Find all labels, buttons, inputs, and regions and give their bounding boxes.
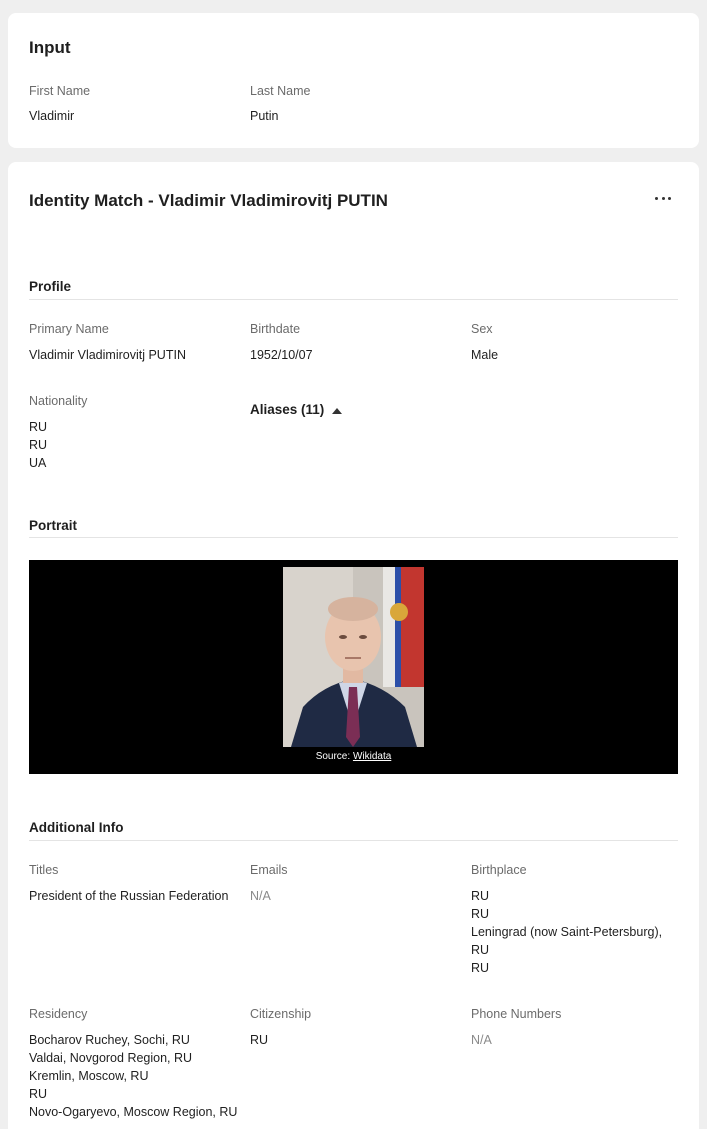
aliases-toggle[interactable] bbox=[250, 402, 342, 417]
birthplace-label: Birthplace bbox=[471, 863, 527, 877]
birthplace-item: RU bbox=[471, 889, 490, 903]
profile-divider bbox=[29, 299, 678, 300]
identity-match-card bbox=[8, 162, 699, 1129]
input-title: Input bbox=[29, 38, 71, 57]
first-name-label: First Name bbox=[29, 84, 91, 98]
residency-item: Bocharov Ruchey, Sochi, RU bbox=[29, 1033, 190, 1047]
last-name-label: Last Name bbox=[250, 84, 311, 98]
birthdate-value: 1952/10/07 bbox=[250, 348, 313, 362]
caret-up-icon bbox=[332, 408, 342, 414]
more-options-button[interactable] bbox=[651, 190, 675, 206]
birthplace-values bbox=[471, 887, 662, 977]
residency-item: RU bbox=[29, 1087, 48, 1101]
portrait-section-title: Portrait bbox=[29, 518, 78, 533]
identity-match-title: Identity Match - Vladimir Vladimirovitj PUTIN bbox=[29, 191, 388, 210]
residency-label: Residency bbox=[29, 1007, 88, 1021]
birthplace-item: RU bbox=[471, 907, 490, 921]
caption-prefix: Source: bbox=[315, 751, 353, 762]
last-name-value: Putin bbox=[250, 109, 279, 123]
additional-info-divider bbox=[29, 840, 678, 841]
profile-section-title: Profile bbox=[29, 279, 72, 294]
nationality-label: Nationality bbox=[29, 394, 88, 408]
emails-value: N/A bbox=[250, 889, 271, 903]
sex-label: Sex bbox=[471, 322, 493, 336]
residency-item: Novo-Ogaryevo, Moscow Region, RU bbox=[29, 1105, 238, 1119]
nationality-item: RU bbox=[29, 438, 48, 452]
titles-label: Titles bbox=[29, 863, 59, 877]
birthdate-label: Birthdate bbox=[250, 322, 301, 336]
portrait-frame bbox=[29, 560, 678, 774]
primary-name-label: Primary Name bbox=[29, 322, 109, 336]
birthplace-item: RU bbox=[471, 943, 490, 957]
phone-numbers-value: N/A bbox=[471, 1033, 492, 1047]
citizenship-label: Citizenship bbox=[250, 1007, 312, 1021]
aliases-label: Aliases (11) bbox=[250, 402, 325, 417]
titles-value: President of the Russian Federation bbox=[29, 889, 229, 903]
residency-item: Valdai, Novgorod Region, RU bbox=[29, 1051, 193, 1065]
birthplace-item: Leningrad (now Saint-Petersburg), bbox=[471, 925, 663, 939]
residency-item: Kremlin, Moscow, RU bbox=[29, 1069, 149, 1083]
portrait-image bbox=[283, 567, 424, 747]
more-horizontal-icon-dot bbox=[662, 197, 665, 200]
emails-label: Emails bbox=[250, 863, 288, 877]
birthplace-item: RU bbox=[471, 961, 490, 975]
more-horizontal-icon-dot bbox=[668, 197, 671, 200]
residency-values bbox=[29, 1031, 237, 1121]
more-horizontal-icon bbox=[655, 197, 658, 200]
phone-numbers-label: Phone Numbers bbox=[471, 1007, 562, 1021]
nationality-values bbox=[29, 418, 47, 472]
nationality-item: RU bbox=[29, 420, 48, 434]
portrait-divider bbox=[29, 537, 678, 538]
first-name-value: Vladimir bbox=[29, 109, 75, 123]
wikidata-link[interactable]: Wikidata bbox=[352, 751, 392, 762]
portrait-caption bbox=[29, 751, 678, 762]
primary-name-value: Vladimir Vladimirovitj PUTIN bbox=[29, 348, 186, 362]
additional-info-section-title: Additional Info bbox=[29, 820, 124, 835]
citizenship-value: RU bbox=[250, 1033, 269, 1047]
nationality-item: UA bbox=[29, 456, 47, 470]
sex-value: Male bbox=[471, 348, 499, 362]
input-card bbox=[8, 13, 699, 148]
